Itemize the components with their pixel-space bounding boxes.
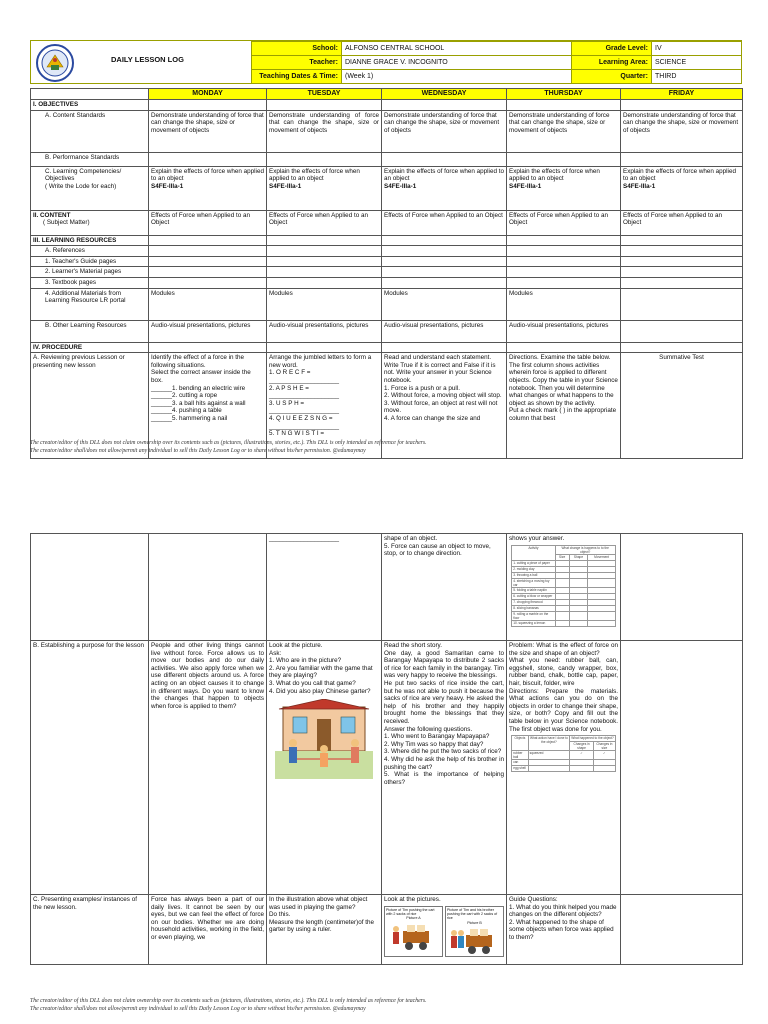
procedure-heading: IV. PROCEDURE: [31, 342, 149, 353]
presenting-thursday: Guide Questions: 1. What do you think helped you made changes on the different objects? 2. What happened to the shape of some objects when force was applied to them?: [507, 895, 621, 965]
review-thursday: Directions. Examine the table below. The first column shows activities wherein force is applied to different objects. Copy the table in your Science notebook. Then you will determine what changes or what happens to the object as shown by the activity. Put a check mark ( ) in the appropriate column that best: [507, 353, 621, 459]
performance-standards-label: B. Performance Standards: [31, 152, 149, 166]
activity-table: Activity What change is happens to to the object? Size Shape Movement 1. cutting a piece of paper 2. molding clay 3. throwing a ball 4. stretching a moving toy car 5. folding a table napkin 6. cutting a blow or wrapper 7. chopping firewood 8. slicing bananas 9. rolling a marble on the floor 10. squeezing a lemon: [511, 545, 616, 627]
content-standard-friday: Demonstrate understanding of force that can change the shape, size or movement of objects: [621, 110, 743, 152]
other-resources-label: B. Other Learning Resources: [31, 320, 149, 342]
purpose-monday: People and other living things cannot live without force. Force allows us to move our bodies and do our daily activities. We also apply force when we use different objects around us. A force acting on an object causes it to change in different ways. Do you want to know the changes that happen to objects when force is applied to them?: [149, 641, 267, 895]
content-friday: Effects of Force when Applied to an Object: [621, 210, 743, 235]
header-info-grid: [251, 41, 742, 83]
chinese-garter-picture: [275, 699, 373, 779]
teachers-guide-label: 1. Teacher's Guide pages: [31, 256, 149, 267]
other-monday: Audio-visual presentations, pictures: [149, 320, 267, 342]
review-tuesday: Arrange the jumbled letters to form a new word. 1. O R E C F = ____________________ 2. A P S H E = ____________________ 3. U S P H = ____________________ 4. Q I U E E Z S N G = ____________________ 5. T N G W I S T I =: [267, 353, 382, 459]
additional-wednesday: Modules: [382, 288, 507, 320]
learning-area-value: SCIENCE: [652, 56, 742, 70]
content-tuesday: Effects of Force when Applied to an Object: [267, 210, 382, 235]
review-wednesday-cont: shape of an object. 5. Force can cause an object to move, stop, or to change direction.: [382, 534, 507, 641]
competency-tuesday: Explain the effects of force when applied to an object S4FE-IIIa-1: [267, 166, 382, 210]
content-monday: Effects of Force when Applied to an Object: [149, 210, 267, 235]
content-standards-label: A. Content Standards: [31, 110, 149, 152]
cart-push-picture-a: [387, 921, 441, 951]
competency-friday: Explain the effects of force when applied to an object S4FE-IIIa-1: [621, 166, 743, 210]
content-thursday: Effects of Force when Applied to an Object: [507, 210, 621, 235]
cart-push-picture-b: [448, 925, 502, 955]
dates-label: Teaching Dates & Time:: [252, 70, 342, 84]
grade-level-label: Grade Level:: [572, 42, 652, 56]
competency-thursday: Explain the effects of force when applied to an object S4FE-IIIa-1: [507, 166, 621, 210]
presenting-tuesday: In the illustration above what object was used in playing the game? Do this. Measure the length (centimeter)of the garter by using a ruler.: [267, 895, 382, 965]
dates-value: (Week 1): [342, 70, 572, 84]
purpose-tuesday: Look at the picture. Ask: 1. Who are in the picture? 2. Are you familiar with the game that they are playing? 3. What do you call that game? 4. Did you also play Chinese garter?: [267, 641, 382, 895]
grade-level-value: IV: [652, 42, 742, 56]
header: [30, 40, 742, 84]
day-header-monday: MONDAY: [149, 89, 267, 100]
cart-pictures: [384, 906, 504, 958]
content-standard-monday: Demonstrate understanding of force that can change the shape, size or movement of objects: [149, 110, 267, 152]
learning-area-label: Learning Area:: [572, 56, 652, 70]
school-label: School:: [252, 42, 342, 56]
other-tuesday: Audio-visual presentations, pictures: [267, 320, 382, 342]
review-thursday-cont: shows your answer. Activity What change is happens to to the object? Size Shape Movement 1. cutting a piece of paper 2. molding clay 3. throwing a ball 4. stretching a moving toy car 5. folding a table napkin 6. cutting a blow or wrapper 7. chopping firewood 8. slicing bananas 9. rolling a marble on the floor 10. squeezing a lemon: [507, 534, 621, 641]
content-standard-wednesday: Demonstrate understanding of force that can change the shape, size or movement of objects: [382, 110, 507, 152]
review-friday: Summative Test: [621, 353, 743, 459]
competency-wednesday: Explain the effects of force when applied to an object S4FE-IIIa-1: [382, 166, 507, 210]
lesson-table-page-2: [30, 533, 742, 965]
other-thursday: Audio-visual presentations, pictures: [507, 320, 621, 342]
reviewing-label: A. Reviewing previous Lesson or presenting new lesson: [31, 353, 149, 459]
page-title: DAILY LESSON LOG: [111, 55, 184, 64]
textbook-label: 3. Textbook pages: [31, 277, 149, 288]
content-standard-thursday: Demonstrate understanding of force that can change the shape, size or movement of objects: [507, 110, 621, 152]
footer-page-1: The creator/editor of this DLL does not claim ownership over its contents such as (pictures, illustrations, stories, etc.). This DLL is only intended as reference for teachers. The creator/editor shall/does not allow/permit any individual to sell this Daily Lesson Log or to share without his/her permission. @edumaymay: [30, 440, 427, 454]
picture-b-frame: Picture of Tim and his brother pushing the cart with 2 sacks of rice Picture B: [445, 906, 504, 958]
school-value: ALFONSO CENTRAL SCHOOL: [342, 42, 572, 56]
content-wednesday: Effects of Force when Applied to an Object: [382, 210, 507, 235]
day-header-thursday: THURSDAY: [507, 89, 621, 100]
day-header-tuesday: TUESDAY: [267, 89, 382, 100]
references-label: A. References: [31, 246, 149, 257]
picture-a-frame: Picture of Tim pushing the cart with 2 sacks of rice Picture A: [384, 906, 443, 958]
content-label: II. CONTENT ( Subject Matter): [31, 210, 149, 235]
other-wednesday: Audio-visual presentations, pictures: [382, 320, 507, 342]
lesson-table-page-1: [30, 88, 742, 459]
additional-tuesday: Modules: [267, 288, 382, 320]
additional-monday: Modules: [149, 288, 267, 320]
presenting-monday: Force has always been a part of our daily lives. It cannot be seen by our eyes, but we can feel the effect of force on our bodies. Whether we are doing household activities, working in the field, or even playing, we: [149, 895, 267, 965]
objects-table: Objects What action have I done to the object? What happened to the object? Changes in shape Changes in size rubber ball squeezed ✓ ✓ can egg shell: [513, 736, 614, 771]
objectives-heading: I. OBJECTIVES: [31, 100, 149, 111]
purpose-wednesday: Read the short story. One day, a good Samaritan came to Barangay Mapayapa to distribute 2 sacks of rice for each family in the barangay. Tim was very happy to receive the blessings. He put two sacks of rice inside the cart, but he was not able to push it because the sacks of rice are very heavy. He asked the help of his brother and they happily brought home the blessings that they received. Answer the following questions. 1. Who went to Barangay Mapayapa? 2. Why Tim was so happy that day? 3. Where did he put the two sacks of rice? 4. Why did he ask the help of his brother in pushing the cart? 5. What is the importance of helping others?: [382, 641, 507, 895]
purpose-label: B. Establishing a purpose for the lesson: [31, 641, 149, 895]
competencies-label: C. Learning Competencies/ Objectives ( Write the Lode for each): [31, 166, 149, 210]
review-wednesday: Read and understand each statement. Write True if it is correct and False if it is not. Write your answer in your Science notebook. 1. Force is a push or a pull. 2. Without force, a moving object will stop. 3. Without force, an object at rest will not move. 4. A force can change the size and: [382, 353, 507, 459]
review-monday: Identify the effect of a force in the following situations. Select the correct answer inside the box. ______1. bending an electric wire ______2. cutting a rope ______3. a ball hits against a wall ______4. pushing a table ______5. hammering a nail: [149, 353, 267, 459]
deped-seal-icon: [35, 43, 75, 83]
footer-page-2: The creator/editor of this DLL does not claim ownership over its contents such as (pictures, illustrations, stories, etc.). This DLL is only intended as reference for teachers. The creator/editor shall/does not allow/permit any individual to sell this Daily Lesson Log or to share without his/her permission. @edumaymay: [30, 998, 427, 1012]
quarter-value: THIRD: [652, 70, 742, 84]
purpose-thursday: Problem: What is the effect of force on the size and shape of an object? What you need: rubber ball, can, eggshell, stone, candy wrapper, box, rubber band, chalk, bottle cap, paper, hair, biscuit, folder, wire Directions: Prepare the materials. What actions can you do on the objects in order to change their shape, size, or both? Copy and fill out the table below in your Science notebook. The first object was done for you. Objects What action have I done to the object? What happened to the object? Changes in shape Changes in size rubber ball squeezed ✓ ✓ can egg shell: [507, 641, 621, 895]
presenting-wednesday: Look at the pictures. Picture of Tim pushing the cart with 2 sacks of rice Picture A Picture of Tim and his brother pushing the cart with 2 sacks of rice Picture B: [382, 895, 507, 965]
day-header-friday: FRIDAY: [621, 89, 743, 100]
competency-monday: Explain the effects of force when applied to an object S4FE-IIIa-1: [149, 166, 267, 210]
additional-materials-label: 4. Additional Materials from Learning Resource LR portal: [31, 288, 149, 320]
quarter-label: Quarter:: [572, 70, 652, 84]
content-standard-tuesday: Demonstrate understanding of force that can change the shape, size or movement of objects: [267, 110, 382, 152]
presenting-label: C. Presenting examples/ instances of the new lesson.: [31, 895, 149, 965]
additional-thursday: Modules: [507, 288, 621, 320]
teacher-label: Teacher:: [252, 56, 342, 70]
resources-heading: III. LEARNING RESOURCES: [31, 235, 149, 246]
day-header-wednesday: WEDNESDAY: [382, 89, 507, 100]
teacher-value: DIANNE GRACE V. INCOGNITO: [342, 56, 572, 70]
learners-material-label: 2. Learner's Material pages: [31, 267, 149, 278]
review-tuesday-cont: ____________________: [267, 534, 382, 641]
